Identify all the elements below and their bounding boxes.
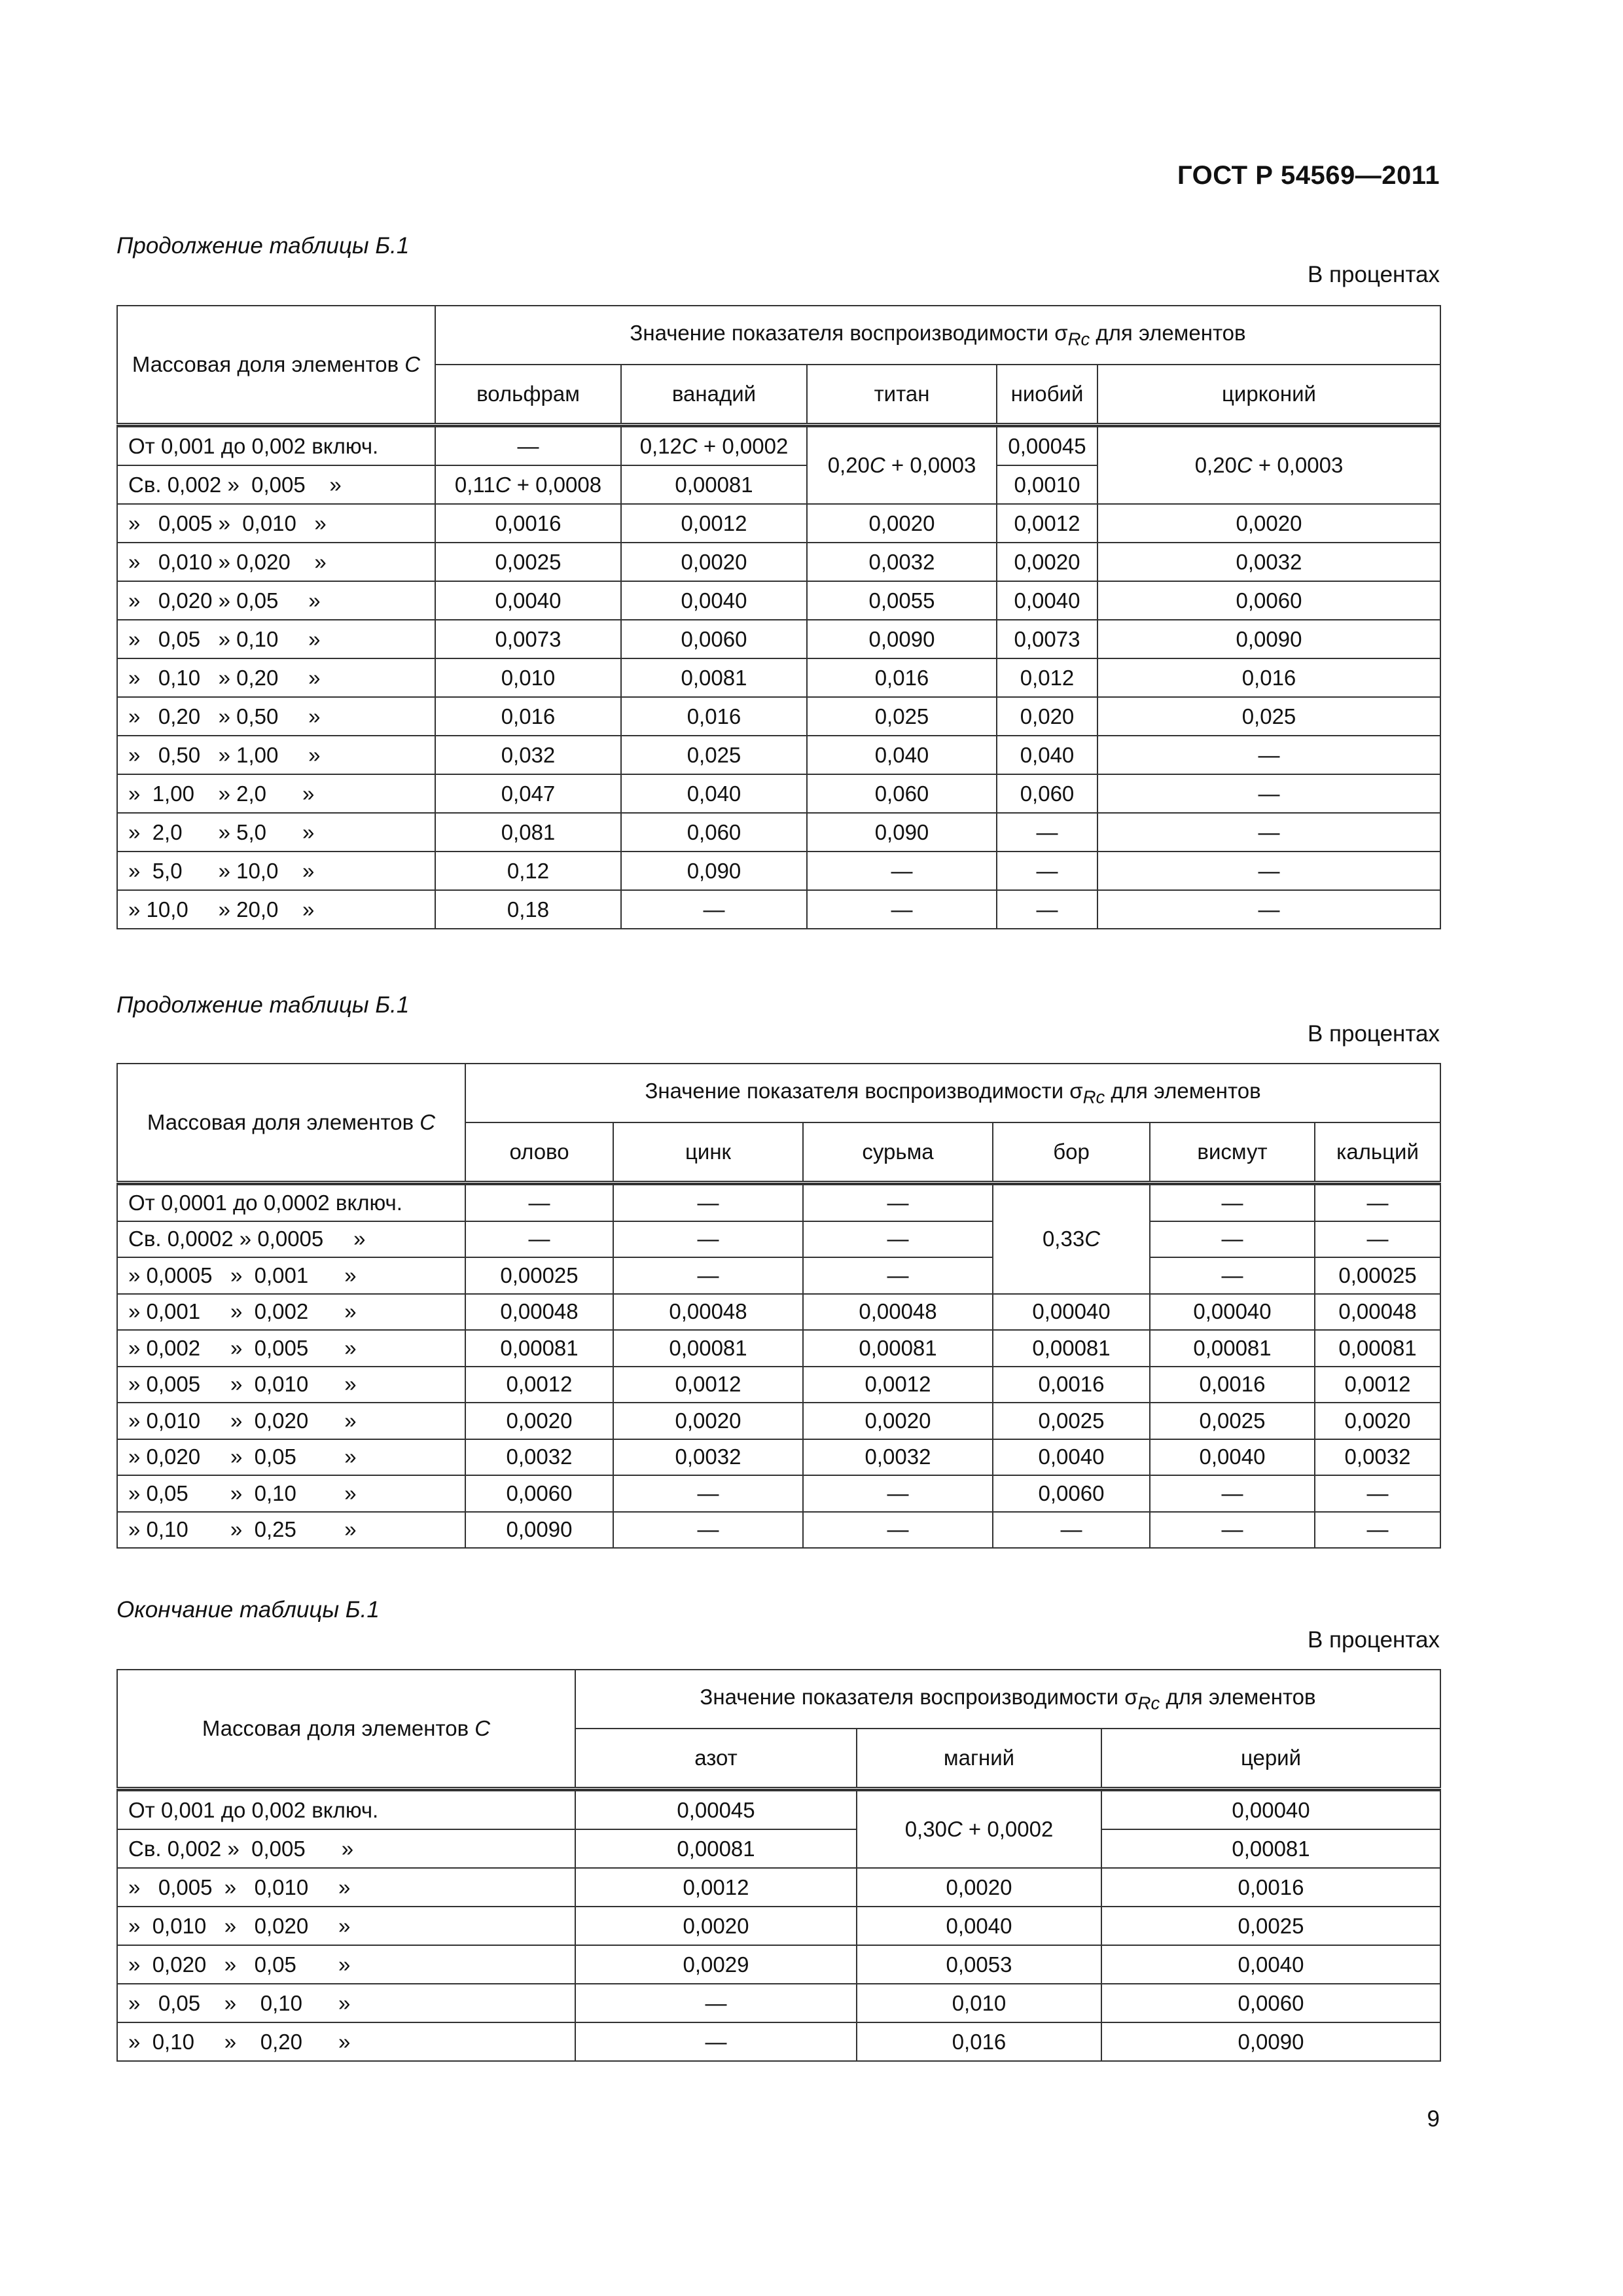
table-row: » 0,10 » 0,20 » — 0,016 0,0090: [117, 2022, 1440, 2061]
row-header: Массовая доля элементов C: [117, 1670, 575, 1789]
column-header: олово: [465, 1122, 613, 1183]
table-row: » 0,0005 » 0,001 » 0,00025 — — — 0,00025: [117, 1257, 1440, 1294]
table-row: » 1,00 » 2,0 » 0,047 0,040 0,060 0,060 —: [117, 774, 1440, 813]
column-header: ниобий: [997, 365, 1097, 425]
column-header: ванадий: [621, 365, 807, 425]
table-row: » 0,002 » 0,005 » 0,00081 0,00081 0,00081 0,00081 0,00081 0,00081: [117, 1330, 1440, 1367]
unit-label-2: В процентах: [1307, 1021, 1440, 1047]
column-header: сурьма: [803, 1122, 993, 1183]
table-caption-3: Окончание таблицы Б.1: [116, 1597, 380, 1623]
table-1: [116, 305, 1441, 929]
column-header: азот: [575, 1729, 857, 1789]
table-row: » 0,50 » 1,00 » 0,032 0,025 0,040 0,040 —: [117, 736, 1440, 774]
unit-label-1: В процентах: [1307, 262, 1440, 287]
table-row: » 0,020 » 0,05 » 0,0032 0,0032 0,0032 0,0040 0,0040 0,0032: [117, 1439, 1440, 1476]
column-header: бор: [993, 1122, 1150, 1183]
table-row: » 0,010 » 0,020 » 0,0025 0,0020 0,0032 0,0020 0,0032: [117, 543, 1440, 581]
column-header: церий: [1101, 1729, 1440, 1789]
table-row: Св. 0,002 » 0,005 » 0,00081 0,00081: [117, 1829, 1440, 1868]
table-row: » 0,001 » 0,002 » 0,00048 0,00048 0,00048 0,00040 0,00040 0,00048: [117, 1294, 1440, 1331]
table-2: [116, 1063, 1441, 1549]
table-row: » 0,020 » 0,05 » 0,0040 0,0040 0,0055 0,0040 0,0060: [117, 581, 1440, 620]
column-header: цирконий: [1097, 365, 1440, 425]
standard-designation: ГОСТ Р 54569—2011: [1177, 161, 1440, 190]
table-3: [116, 1669, 1441, 2062]
table-row: » 0,010 » 0,020 » 0,0020 0,0020 0,0020 0,0025 0,0025 0,0020: [117, 1403, 1440, 1439]
table-row: Св. 0,002 » 0,005 » 0,11C + 0,0008 0,00081 0,0010: [117, 465, 1440, 504]
column-header: вольфрам: [435, 365, 621, 425]
column-header: кальций: [1315, 1122, 1440, 1183]
table-row: От 0,0001 до 0,0002 включ. — — — 0,33C — —: [117, 1185, 1440, 1221]
unit-label-3: В процентах: [1307, 1627, 1440, 1653]
table-row: » 0,05 » 0,10 » — 0,010 0,0060: [117, 1984, 1440, 2022]
table-row: » 0,005 » 0,010 » 0,0012 0,0020 0,0016: [117, 1868, 1440, 1907]
table-row: Св. 0,0002 » 0,0005 » — — — — —: [117, 1221, 1440, 1258]
column-header: титан: [807, 365, 997, 425]
table-row: » 0,005 » 0,010 » 0,0012 0,0012 0,0012 0,0016 0,0016 0,0012: [117, 1367, 1440, 1403]
table-row: От 0,001 до 0,002 включ. 0,00045 0,30C + 0,0002 0,00040: [117, 1791, 1440, 1829]
table-caption-2: Продолжение таблицы Б.1: [116, 992, 410, 1018]
table-row: » 10,0 » 20,0 » 0,18 — — — —: [117, 890, 1440, 929]
table-row: » 0,010 » 0,020 » 0,0020 0,0040 0,0025: [117, 1907, 1440, 1945]
page-number: 9: [1427, 2106, 1440, 2132]
table-row: » 2,0 » 5,0 » 0,081 0,060 0,090 — —: [117, 813, 1440, 852]
table-row: » 0,05 » 0,10 » 0,0060 — — 0,0060 — —: [117, 1475, 1440, 1512]
row-header: Массовая доля элементов C: [117, 1064, 465, 1183]
row-header: Массовая доля элементов C: [117, 306, 435, 425]
sigma-symbol: σ: [1069, 1078, 1083, 1103]
table-row: » 0,20 » 0,50 » 0,016 0,016 0,025 0,020 0,025: [117, 697, 1440, 736]
sigma-symbol: σ: [1054, 320, 1068, 345]
table-row: » 0,020 » 0,05 » 0,0029 0,0053 0,0040: [117, 1945, 1440, 1984]
table-row: » 0,10 » 0,25 » 0,0090 — — — — —: [117, 1512, 1440, 1549]
table-caption-1: Продолжение таблицы Б.1: [116, 233, 410, 259]
table-row: » 0,005 » 0,010 » 0,0016 0,0012 0,0020 0,0012 0,0020: [117, 504, 1440, 543]
group-header: Значение показателя воспроизводимости $\sigma_{Rc}$ для элементов: [465, 1064, 1440, 1122]
table-row: » 0,10 » 0,20 » 0,010 0,0081 0,016 0,012 0,016: [117, 658, 1440, 697]
group-header: Значение показателя воспроизводимости $\sigma_{Rc}$ для элементов: [575, 1670, 1440, 1729]
sigma-symbol: σ: [1124, 1684, 1138, 1709]
table-row: » 5,0 » 10,0 » 0,12 0,090 — — —: [117, 852, 1440, 890]
group-header: Значение показателя воспроизводимости $\sigma_{Rc}$ для элементов: [435, 306, 1440, 365]
column-header: цинк: [613, 1122, 803, 1183]
table-row: От 0,001 до 0,002 включ. — 0,12C + 0,0002 0,20C + 0,0003 0,00045 0,20C + 0,0003: [117, 427, 1440, 465]
column-header: магний: [857, 1729, 1101, 1789]
column-header: висмут: [1150, 1122, 1315, 1183]
table-row: » 0,05 » 0,10 » 0,0073 0,0060 0,0090 0,0073 0,0090: [117, 620, 1440, 658]
